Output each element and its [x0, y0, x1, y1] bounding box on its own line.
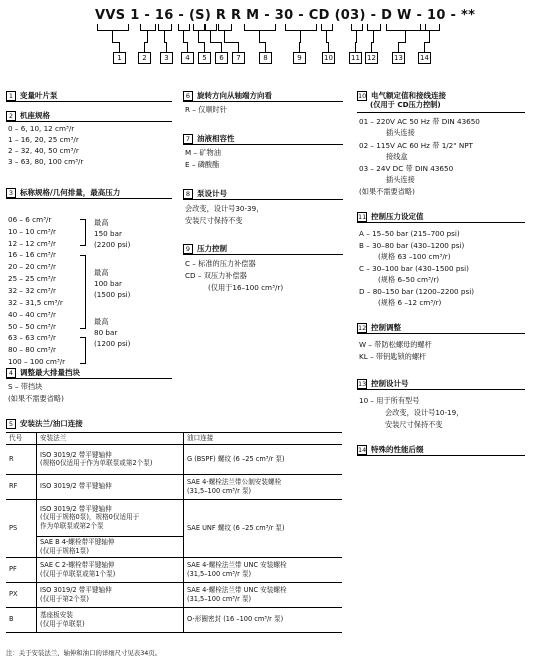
- position-number-box: 4: [181, 52, 194, 64]
- section-number: 2: [6, 111, 16, 121]
- connector-line: [398, 42, 406, 43]
- s11-line-3: C – 30–100 bar (430–1500 psi): [359, 264, 469, 273]
- s3-g1-1: 10 – 10 cm³/r: [8, 227, 56, 236]
- row-code: PS: [6, 499, 37, 557]
- s11-line-5: D – 80–150 bar (1200–2200 psi): [359, 287, 475, 296]
- section-9-header: [183, 243, 343, 255]
- connector-line: [224, 30, 225, 42]
- connector-line: [204, 42, 205, 52]
- connector-line: [300, 30, 301, 42]
- s3-g1-label-2: (2200 psi): [94, 240, 131, 249]
- row-code: PF: [6, 557, 37, 582]
- row-code: B: [6, 607, 37, 632]
- section-title: 油液相容性: [197, 134, 235, 143]
- s10-line-0: 01 – 220V AC 50 Hz 带 DIN 43650: [359, 117, 480, 126]
- connector-line: [371, 42, 372, 52]
- s11-line-6: (规格 6 –12 cm³/r): [378, 298, 442, 307]
- connector-line: [198, 30, 199, 42]
- position-number-box: 12: [365, 52, 378, 64]
- s3-g2-1: 20 – 20 cm³/r: [8, 262, 56, 271]
- code-bracket: [420, 24, 440, 31]
- connector-line: [164, 30, 165, 42]
- table-row: [6, 499, 342, 536]
- section-title: 控制压力设定值: [371, 212, 424, 221]
- connector-line: [183, 30, 184, 42]
- s9-line-1: CD – 双压力补偿器: [185, 271, 247, 280]
- s3-g2-2: 25 – 25 cm³/r: [8, 274, 56, 283]
- connector-line: [144, 42, 145, 52]
- s3-g1-label-0: 最高: [94, 218, 109, 227]
- brace: [80, 255, 86, 329]
- s3-g1-0: 06 – 6 cm³/r: [8, 215, 52, 224]
- s3-g3-label-0: 最高: [94, 317, 109, 326]
- position-number-box: 7: [232, 52, 245, 64]
- row-port: SAE 4-螺栓法兰带公制安装螺栓 (31,5–100 cm³/r 泵): [184, 474, 343, 499]
- row-port: SAE UNF 螺纹 (6 –25 cm³/r 泵): [184, 499, 343, 557]
- section-5-header: [6, 418, 342, 429]
- section-number: 1: [6, 91, 16, 101]
- section-number: 5: [6, 419, 16, 429]
- table-row: [6, 444, 342, 474]
- code-bracket: [193, 24, 205, 31]
- row-code: RF: [6, 474, 37, 499]
- position-number-box: 14: [418, 52, 431, 64]
- s11-line-1: B – 30–80 bar (430–1200 psi): [359, 241, 465, 250]
- s3-g2-label-1: 100 bar: [94, 279, 122, 288]
- section-number: 12: [358, 323, 367, 332]
- connector-line: [187, 42, 188, 52]
- section-number: 4: [6, 368, 16, 378]
- row-port: G (BSPF) 螺纹 (6 –25 cm³/r 泵): [184, 444, 343, 474]
- s3-g3-2: 100 – 100 cm³/r: [8, 357, 66, 366]
- section-8-header: [183, 188, 343, 200]
- section-11-header: [357, 211, 525, 223]
- row-flange: ISO 3019/2 带平键轴伸 (仅用于规格0泵)，规格0仅适用于 作为单联泵或第2个泵: [37, 499, 184, 536]
- s3-g2-3: 32 – 32 cm³/r: [8, 286, 56, 295]
- flange-table: [6, 432, 342, 633]
- connector-line: [398, 42, 399, 52]
- position-number-box: 11: [349, 52, 362, 64]
- position-number-box: 2: [138, 52, 151, 64]
- position-number-box: 10: [322, 52, 335, 64]
- s2-line-3: 3 – 63, 80, 100 cm³/r: [8, 157, 84, 166]
- s3-g2-5: 40 – 40 cm³/r: [8, 310, 56, 319]
- code-bracket: [321, 24, 333, 31]
- section-12-header: [357, 322, 525, 334]
- s3-g1-2: 12 – 12 cm³/r: [8, 239, 56, 248]
- code-bracket: [97, 24, 129, 31]
- section-title: 旋转方向从轴端方向看: [197, 91, 272, 100]
- s10-line-1: 插头连接: [386, 128, 415, 137]
- brace: [80, 219, 86, 246]
- section-title: 标称规格/几何排量，最高压力: [20, 188, 121, 197]
- connector-line: [356, 30, 357, 42]
- section-2-header: [6, 110, 172, 122]
- row-flange: SAE B 4-螺栓带平键轴伸 (仅用于规格1泵): [37, 536, 184, 557]
- section-3-header: [6, 187, 172, 199]
- brace: [80, 337, 86, 364]
- section-14-header: [357, 444, 525, 456]
- s10-line-4: 03 – 24V DC 带 DIN 43650: [359, 164, 454, 173]
- position-number-box: 1: [113, 52, 126, 64]
- code-bracket: [244, 24, 276, 31]
- section-4-header: [6, 367, 172, 379]
- connector-line: [265, 42, 266, 52]
- s3-g2-0: 16 – 16 cm³/r: [8, 250, 56, 259]
- section-title: 机座规格: [20, 111, 50, 120]
- s3-g2-4: 32 – 31,5 cm³/r: [8, 298, 63, 307]
- s12-line-1: KL – 带钥匙锁的螺杆: [359, 352, 427, 361]
- row-port: SAE 4-螺栓法兰带 UNC 安装螺栓 (31,5–100 cm³/r 泵): [184, 582, 343, 607]
- connector-line: [166, 42, 167, 52]
- section-title: 变量叶片泵: [20, 91, 58, 100]
- s4-line-0: S – 带挡块: [8, 382, 43, 391]
- code-bracket: [285, 24, 317, 31]
- section-7-header: [183, 133, 343, 145]
- position-number-box: 6: [215, 52, 228, 64]
- s10-line-5: 插头连接: [386, 175, 415, 184]
- table-row: [6, 582, 342, 607]
- s13-line-2: 安装尺寸保持不变: [385, 420, 443, 429]
- table-row: [6, 474, 342, 499]
- code-bracket: [178, 24, 190, 31]
- s13-line-1: 会改变，设计号10-19，: [385, 408, 464, 417]
- connector-line: [328, 42, 329, 52]
- section-number: 3: [6, 188, 16, 198]
- section-number: 6: [183, 91, 193, 101]
- divider: [357, 112, 525, 113]
- row-flange: SAE C 2-螺栓带平键轴伸 (仅用于单联泵或第1个泵): [37, 557, 184, 582]
- connector-line: [373, 30, 374, 42]
- connector-line: [299, 42, 300, 52]
- section-title: 调整最大排量挡块: [20, 368, 80, 377]
- s3-g2-label-2: (1500 psi): [94, 290, 131, 299]
- position-number-box: 13: [392, 52, 405, 64]
- s8-line-1: 安装尺寸保持不变: [185, 216, 243, 225]
- row-flange: ISO 3019/2 带平键轴伸: [37, 474, 184, 499]
- connector-line: [326, 30, 327, 42]
- section-title: 控制调整: [371, 323, 401, 332]
- s11-line-2: (规格 63 –100 cm³/r): [378, 252, 451, 261]
- row-port: O-形圈密封 (16 –100 cm³/r 泵): [184, 607, 343, 632]
- connector-line: [210, 30, 211, 42]
- row-code: R: [6, 444, 37, 474]
- row-flange: ISO 3019/2 带平键轴伸 (仅用于第2个泵): [37, 582, 184, 607]
- section-number: 13: [358, 379, 367, 388]
- connector-line: [221, 42, 222, 52]
- connector-line: [259, 30, 260, 42]
- code-bracket: [158, 24, 172, 31]
- section-13-header: [357, 378, 525, 390]
- row-flange: ISO 3019/2 带平键轴伸 (规格0仅适用于作为单联泵或第2个泵): [37, 444, 184, 474]
- s3-g2-label-0: 最高: [94, 268, 109, 277]
- section-6-header: [183, 90, 343, 102]
- connector-line: [112, 30, 113, 42]
- connector-line: [355, 42, 356, 52]
- s13-line-0: 10 – 用于所有型号: [359, 396, 420, 405]
- section-number: 11: [358, 212, 367, 221]
- section-1-header: [6, 90, 172, 102]
- s9-line-0: C – 标准的压力补偿器: [185, 259, 256, 268]
- code-bracket: [351, 24, 363, 31]
- connector-line: [429, 30, 430, 42]
- connector-line: [238, 42, 239, 52]
- footnote: 注：关于安装法兰、轴伸和油口的详细尺寸见表34页。: [6, 649, 162, 657]
- section-title: 泵设计号: [197, 189, 227, 198]
- header-flange: 安装法兰: [37, 433, 184, 445]
- code-bracket: [205, 24, 217, 31]
- s11-line-0: A – 15–50 bar (215–700 psi): [359, 229, 460, 238]
- connector-line: [147, 30, 148, 42]
- s4-line-1: (如果不需要省略): [8, 394, 64, 403]
- s3-g3-1: 80 – 80 cm³/r: [8, 345, 56, 354]
- section-number: 9: [183, 244, 193, 254]
- s8-line-0: 会改变，设计号30-39，: [185, 204, 264, 213]
- row-port: SAE 4-螺栓法兰带 UNC 安装螺栓 (31,5–100 cm³/r 泵): [184, 557, 343, 582]
- s7-line-0: M – 矿物油: [185, 148, 221, 157]
- section-title: 安装法兰/油口连接: [20, 419, 83, 428]
- model-code: VVS 1 - 16 - (S) R R M - 30 - CD (03) - D W - 10 - **: [95, 8, 476, 23]
- section-title: 压力控制: [197, 244, 227, 253]
- section-number: 10: [358, 91, 367, 100]
- section-title: 电气额定值和接线连接: [371, 91, 446, 100]
- s3-g2-6: 50 – 50 cm³/r: [8, 322, 56, 331]
- s2-line-2: 2 – 32, 40, 50 cm³/r: [8, 146, 79, 155]
- code-bracket: [140, 24, 156, 31]
- s3-g3-0: 63 – 63 cm³/r: [8, 333, 56, 342]
- connector-line: [119, 42, 120, 52]
- code-bracket: [218, 24, 232, 31]
- connector-line: [224, 42, 239, 43]
- s10-line-6: (如果不需要省略): [359, 187, 415, 196]
- position-number-box: 3: [160, 52, 173, 64]
- position-number-box: 9: [293, 52, 306, 64]
- section-number: 7: [183, 134, 193, 144]
- section-number: 14: [358, 445, 367, 454]
- s6-line-0: R – 仅顺时针: [185, 105, 227, 114]
- section-title: 控制设计号: [371, 379, 409, 388]
- s7-line-1: E – 磷酸酯: [185, 160, 220, 169]
- s3-g1-label-1: 150 bar: [94, 229, 122, 238]
- s12-line-0: W – 带防松螺母的螺杆: [359, 340, 432, 349]
- s2-line-1: 1 – 16, 20, 25 cm³/r: [8, 135, 79, 144]
- section-title: 特殊的性能后缀: [371, 445, 424, 454]
- s10-subtitle: (仅用于 CD压力控制): [370, 100, 441, 109]
- row-flange: 基座板安装 (仅用于单联泵): [37, 607, 184, 632]
- table-row: [6, 607, 342, 632]
- header-port: 油口连接: [184, 433, 343, 445]
- row-code: PX: [6, 582, 37, 607]
- s10-line-2: 02 – 115V AC 60 Hz 带 1/2" NPT: [359, 141, 473, 150]
- header-code: 代号: [6, 433, 37, 445]
- s3-g3-label-2: (1200 psi): [94, 339, 131, 348]
- s2-line-0: 0 – 6, 10, 12 cm³/r: [8, 124, 75, 133]
- s11-line-4: (规格 6–50 cm³/r): [378, 275, 440, 284]
- s10-line-3: 接线盒: [386, 152, 408, 161]
- section-number: 8: [183, 189, 193, 199]
- position-number-box: 8: [259, 52, 272, 64]
- table-row: [6, 557, 342, 582]
- connector-line: [424, 42, 425, 52]
- code-bracket: [367, 24, 381, 31]
- position-number-box: 5: [198, 52, 211, 64]
- connector-line: [405, 30, 406, 42]
- s3-g3-label-1: 80 bar: [94, 328, 118, 337]
- s9-line-2: (仅用于16–100 cm³/r): [208, 283, 284, 292]
